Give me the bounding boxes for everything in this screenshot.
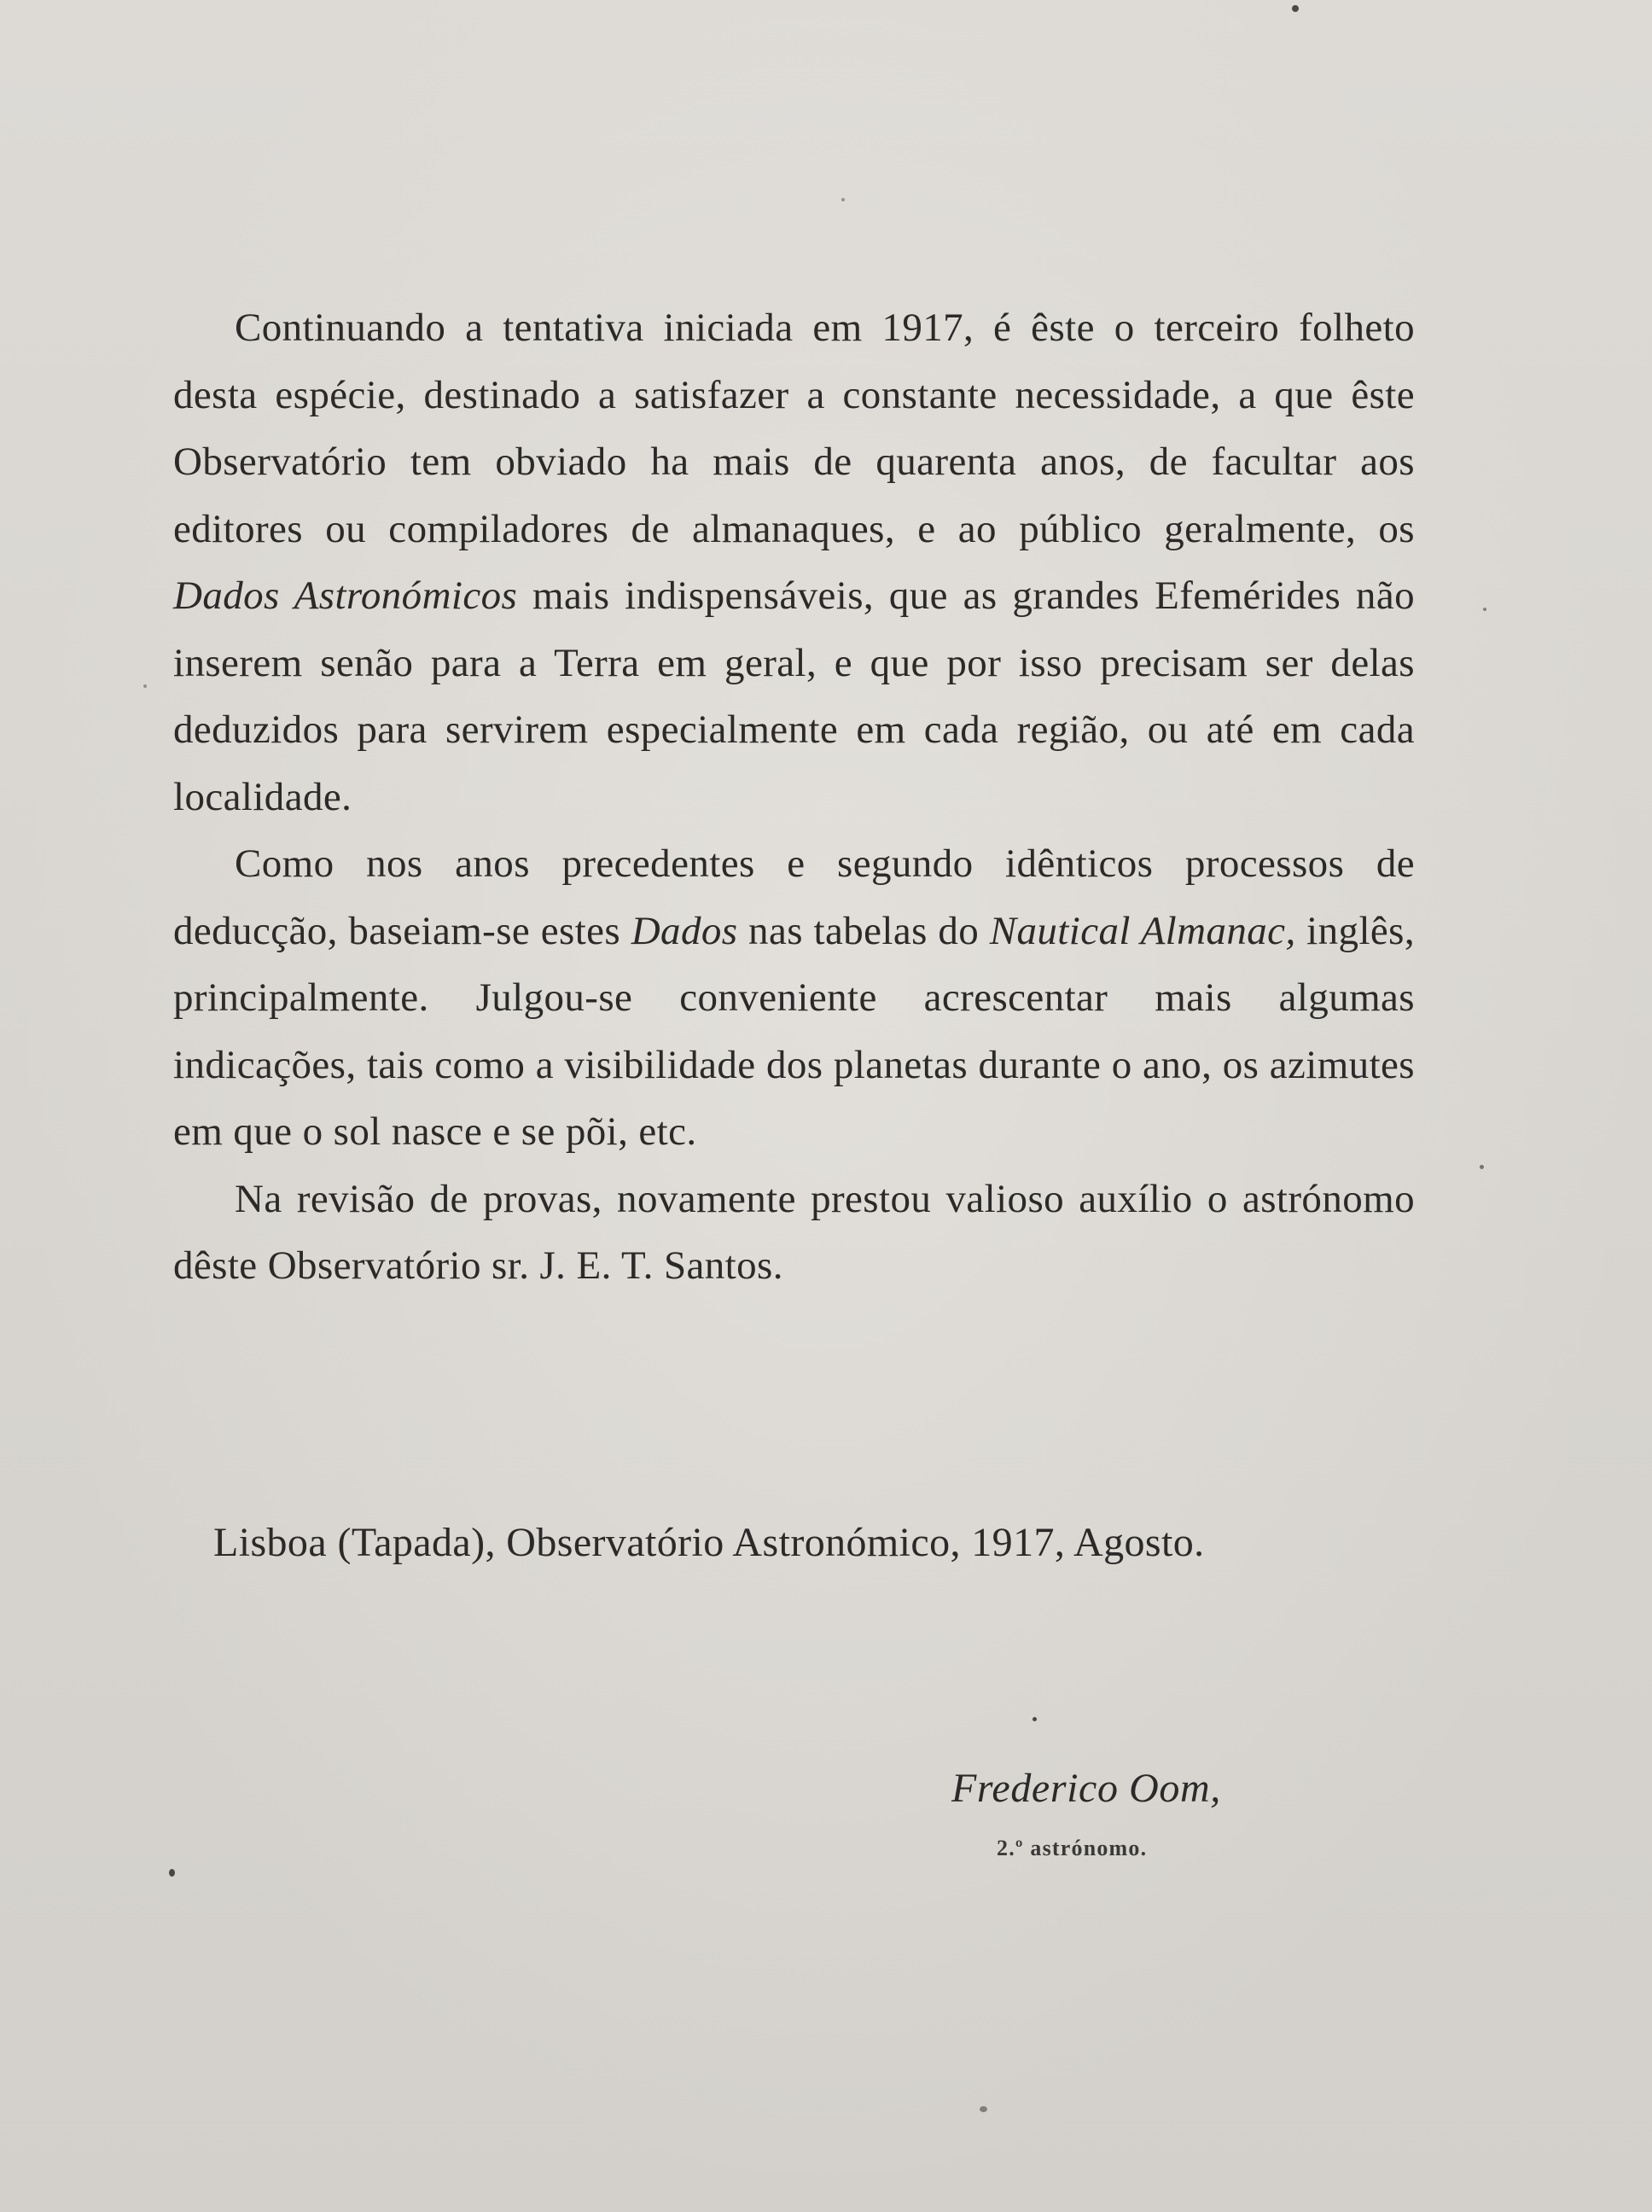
preface-text xyxy=(173,294,1415,1300)
paragraph-2-italic-segment: Dados xyxy=(631,908,738,953)
signature-title: 2.º astrónomo. xyxy=(997,1836,1148,1860)
paragraph-1-segment: Continuando a tentativa iniciada em 1917, é êste o terceiro folheto desta espécie, destinado a satisfazer a constante necessidade, a que êste Observatório tem obviado ha mais de quarenta anos, de facultar aos editores ou compiladores de almanaques, e ao público geralmente, os xyxy=(173,306,1415,551)
signature-name: Frederico Oom, xyxy=(951,1766,1221,1811)
paragraph-3 xyxy=(173,1166,1415,1300)
dateline: Lisboa (Tapada), Observatório Astronómico, 1917, Agosto. xyxy=(213,1520,1205,1565)
paper-speck xyxy=(143,684,147,688)
paragraph-2 xyxy=(173,830,1415,1166)
paper-speck xyxy=(1292,5,1299,12)
paper-speck xyxy=(169,1869,175,1877)
paragraph-2-segment: nas tabelas do xyxy=(737,908,990,953)
paragraph-2-italic-segment: Nautical Almanac, xyxy=(989,908,1296,953)
paragraph-1 xyxy=(173,294,1415,830)
paper-speck xyxy=(1483,608,1486,611)
paragraph-1-segment: mais indispensáveis, que as grandes Efemérides não inserem senão para a Terra em geral, e que por isso precisam ser delas deduzidos para servirem especialmente em cada região, ou até em cada localidade. xyxy=(173,573,1415,819)
paper-speck xyxy=(1032,1717,1037,1721)
paragraph-1-italic-segment: Dados Astronómicos xyxy=(173,573,518,618)
paragraph-2-segment: inglês, principalmente. Julgou-se conveniente acrescentar mais algumas indicações, tais como a visibilidade dos planetas durante o ano, os azimutes em que o sol nasce e se põi, etc. xyxy=(173,908,1415,1154)
paragraph-2-segment: Como nos anos precedentes e segundo idênticos processos de deducção, baseiam-se estes xyxy=(173,841,1415,953)
paper-speck xyxy=(841,198,845,201)
paper-speck xyxy=(1480,1165,1484,1169)
paper-speck xyxy=(980,2106,987,2112)
paragraph-3-segment: Na revisão de provas, novamente prestou valioso auxílio o astrónomo dêste Observatório sr. J. E. T. Santos. xyxy=(173,1176,1415,1288)
